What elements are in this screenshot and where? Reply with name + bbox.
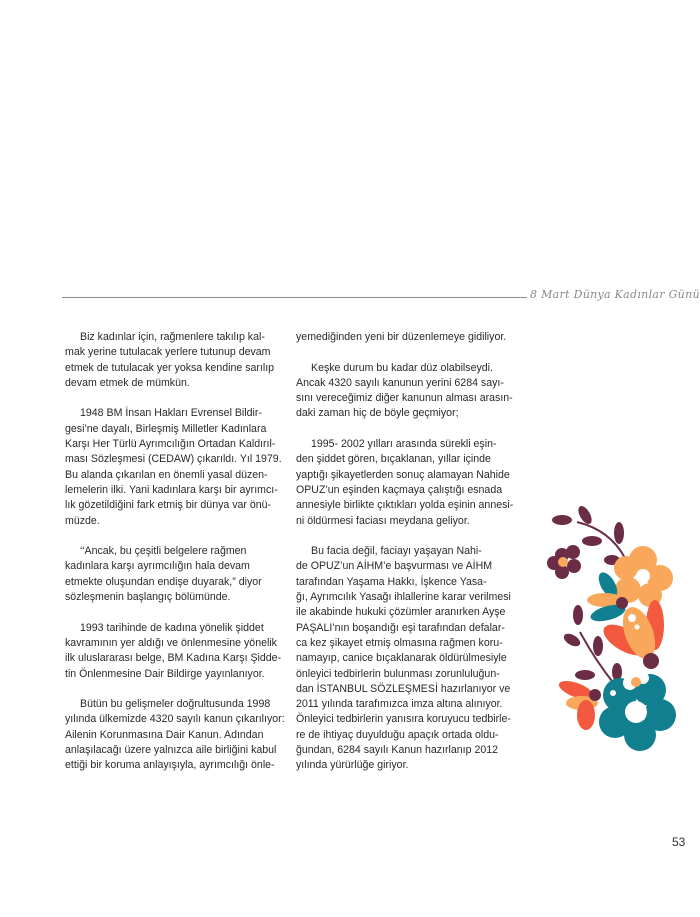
flower-branch-icon [547, 504, 676, 751]
text-line: lemelerin ilki. Yani kadınlara karşı bir ayrımcı- [65, 483, 278, 496]
paragraph [65, 697, 290, 773]
text-line: Önleyici tedbirlerin yanısıra koruyucu tedbirle- [296, 713, 511, 726]
text-line: de OPUZ’un AİHM’e başvurması ve AİHM [296, 560, 493, 573]
text-line: anlaşılacağı üzere yalnızca aile birliğini kabul [65, 744, 277, 757]
text-line: lık gözetildiğini fark etmiş bir dünya var önü- [65, 499, 272, 512]
text-line: mak yerine tutulacak yerlere tutunup devam [65, 346, 271, 359]
text-line: Keşke durum bu kadar düz olabilseydi. [311, 361, 493, 374]
paragraph [65, 406, 290, 528]
text-line: yılında yürürlüğe giriyor. [296, 759, 409, 772]
text-line: ğı, Ayrımcılık Yasağı ihlallerine karar verilmesi [296, 591, 511, 604]
page-number: 53 [672, 835, 686, 849]
text-line: Ailenin Korunmasına Dair Kanun. Adından [65, 728, 264, 741]
header-rule [62, 297, 527, 298]
text-line: ması Sözleşmesi (CEDAW) çıkarıldı. Yıl 1979. [65, 453, 282, 466]
text-line: dan İSTANBUL SÖZLEŞMESİ hazırlanıyor ve [296, 682, 511, 695]
text-line: ni öldürmesi faciası meydana geliyor. [296, 514, 470, 527]
text-line: daki zaman hiç de böyle geçmiyor; [296, 407, 459, 420]
text-line: etmek de tutulacak yer yoksa kendine sarılıp [65, 361, 275, 374]
text-line: Bu alanda çıkarılan en önemli yasal düzen- [65, 468, 268, 481]
paragraph [296, 437, 521, 529]
text-line: PAŞALI’nın boşandığı eşi tarafından defalar- [296, 621, 505, 634]
paragraph [296, 361, 521, 422]
text-line: önleyici tedbirlerin bulunması zorunluluğun- [296, 667, 500, 680]
text-line: sını vereceğimiz diğer kanunun alması arasın- [296, 392, 513, 405]
text-line: ile akabinde hukuki çözümler aranırken Ayşe [296, 606, 506, 619]
right-text-column [296, 330, 521, 789]
text-line: annesiyle birlikte çıktıkları yolda eşinin annesi- [296, 499, 514, 512]
text-line: Karşı Her Türlü Ayrımcılığın Ortadan Kaldırıl- [65, 438, 276, 451]
paragraph [296, 330, 521, 345]
text-line: 1995- 2002 yılları arasında sürekli eşin- [311, 438, 497, 451]
text-line: ca kez şikayet etmiş olmasına rağmen koru- [296, 636, 503, 649]
text-line: re de ihtiyaç duyulduğu apaçık ortada oldu- [296, 728, 499, 741]
floral-illustration [540, 500, 700, 760]
text-line: yılında ülkemizde 4320 sayılı kanun çıkarılıyor: [65, 713, 285, 726]
text-line: 1993 tarihinde de kadına yönelik şiddet [80, 621, 264, 634]
text-line: namayıp, canice bıçaklanarak öldürülmesiyle [296, 652, 507, 665]
text-line: 1948 BM İnsan Hakları Evrensel Bildir- [80, 407, 262, 420]
text-line: ettiği bir koruma anlayışıyla, ayrımcılığı önle- [65, 759, 275, 772]
text-line: OPUZ’un eşinden kaçmaya çalıştığı esnada [296, 483, 503, 496]
text-line: müzde. [65, 514, 100, 527]
text-line: yemediğinden yeni bir düzenlemeye gidiliyor. [296, 331, 507, 343]
text-line: Bu facia değil, faciayı yaşayan Nahi- [311, 545, 482, 558]
text-line: ilk uluslararası belge, BM Kadına Karşı Şidde- [65, 652, 282, 665]
text-line: tin Önlenmesine Dair Bildirge yayınlanıyor. [65, 667, 265, 680]
text-line: ğundan, 6284 sayılı Kanun hazırlanıp 2012 [296, 744, 499, 757]
text-line: sözleşmenin başlangıç bölümünde. [65, 591, 231, 604]
paragraph [65, 544, 290, 605]
section-title: 8 Mart Dünya Kadınlar Günü [530, 288, 700, 301]
text-line: gesi’ne dayalı, Birleşmiş Milletler Kadınlara [65, 422, 267, 435]
paragraph [65, 330, 290, 391]
text-line: kavramının yer aldığı ve önlenmesine yönelik [65, 636, 277, 649]
text-line: Ancak 4320 sayılı kanunun yerini 6284 sayı- [296, 376, 504, 389]
text-line: 2011 yılında tarafımızca imza altına alınıyor. [296, 698, 503, 711]
paragraph [65, 621, 290, 682]
left-text-column [65, 330, 290, 789]
text-line: yaptığı şikayetlerden sonuç alamayan Nahide [296, 468, 510, 481]
text-line: den şiddet gören, bıçaklanan, yıllar içinde [296, 453, 491, 466]
text-line: etmekte oluşundan endişe duyarak,” diyor [65, 575, 262, 588]
text-line: ‘‘Ancak, bu çeşitli belgelere rağmen [80, 545, 247, 558]
text-line: Bütün bu gelişmeler doğrultusunda 1998 [80, 698, 271, 711]
text-line: tarafından Yaşama Hakkı, İşkence Yasa- [296, 575, 487, 588]
paragraph [296, 544, 521, 773]
text-line: devam etmek de mümkün. [65, 376, 190, 389]
text-line: Biz kadınlar için, rağmenlere takılıp kal- [80, 331, 265, 343]
text-line: kadınlara karşı ayrımcılığın hala devam [65, 560, 250, 573]
